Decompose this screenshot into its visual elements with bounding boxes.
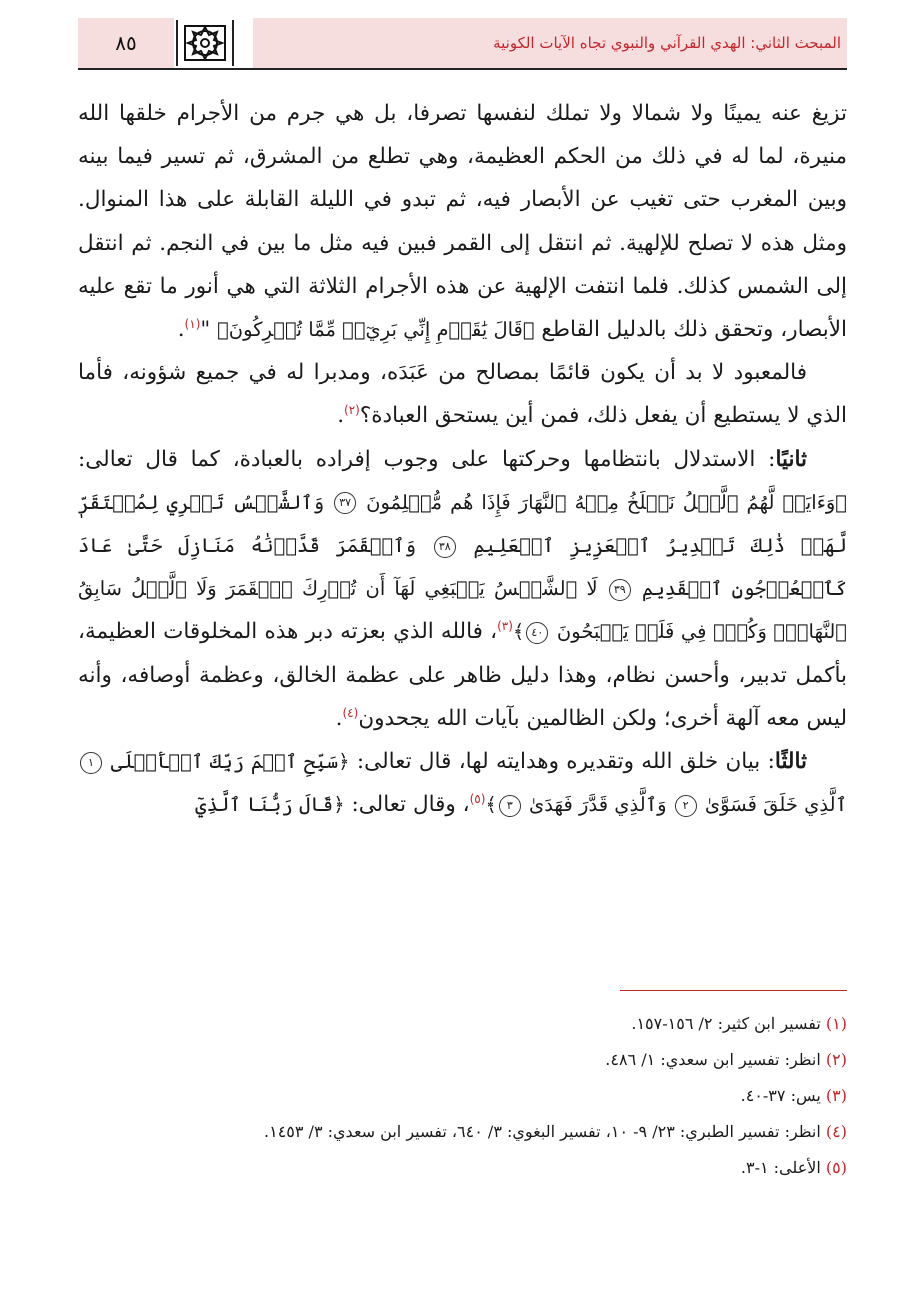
footnote-text: يس: ٣٧-٤٠. [740,1086,821,1105]
quran-verse: ﴿قَالَ يَٰقَوۡمِ إِنِّي بَرِيٓءٞ مِّمَّا تُشۡرِكُونَ﴾ [217,318,535,342]
chapter-title: المبحث الثاني: الهدي القرآني والنبوي تجاه الآيات الكونية [253,18,847,68]
ayah-number-icon: ٣٧ [334,492,356,514]
paragraph: ثالثًا: بيان خلق الله وتقديره وهدايته لها، قال تعالى: ﴿سَبِّحِ ٱسۡمَ رَبِّكَ ٱلۡأَعۡلَى ١ ٱلَّذِي خَلَقَ فَسَوَّىٰ ٢ وَٱلَّذِي قَدَّرَ فَهَدَىٰ ٣﴾$^{(٥)}$، وقال تعالى: ﴿قَالَ رَبُّنَا ٱلَّذِيٓ [78,740,847,826]
ayah-number-icon: ٢ [675,795,697,817]
quran-verse: ﴿سَبِّحِ ٱسۡمَ رَبِّكَ ٱلۡأَعۡلَى ١ ٱلَّذِي خَلَقَ فَسَوَّىٰ ٢ وَٱلَّذِي قَدَّرَ فَهَدَىٰ ٣﴾ [78,750,847,816]
ayah-number-icon: ٣٩ [609,579,631,601]
footnote-item [78,1078,847,1114]
footnote-text: الأعلى: ١-٣. [740,1158,821,1177]
main-text [78,92,847,826]
geometric-ornament-icon [176,20,234,66]
paragraph: فالمعبود لا بد أن يكون قائمًا بمصالح من عَبَدَه، ومدبرا له في جميع شؤونه، فأما الذي لا يستطيع أن يفعل ذلك، فمن أين يستحق العبادة؟$^{(٢)}$. [78,360,847,429]
footnote-item [78,1006,847,1042]
footnote-ref[interactable]: (٢) [344,403,360,418]
footnote-ref[interactable]: (٣) [497,619,513,634]
footnote-divider [620,990,847,991]
page-number: ٨٥ [78,18,174,68]
footnote-item [78,1150,847,1186]
footnote-number: (١) [825,1014,847,1033]
quran-verse: ﴿وَءَايَةٞ لَّهُمُ ٱلَّيۡلُ نَسۡلَخُ مِنۡهُ ٱلنَّهَارَ فَإِذَا هُم مُّظۡلِمُونَ ٣٧ وَٱلشَّمۡسُ تَجۡرِي لِمُسۡتَقَرّٖ لَّهَاۚ ذَٰلِكَ تَقۡدِيرُ ٱلۡعَزِيزِ ٱلۡعَلِيمِ ٣٨ وَٱلۡقَمَرَ قَدَّرۡنَٰهُ مَنَازِلَ حَتَّىٰ عَادَ كَٱلۡعُرۡجُونِ ٱلۡقَدِيمِ ٣٩ لَا ٱلشَّمۡسُ يَنۢبَغِي لَهَآ أَن تُدۡرِكَ ٱلۡقَمَرَ وَلَا ٱلَّيۡلُ سَابِقُ ٱلنَّهَارِۚ وَكُلّٞ فِي فَلَكٖ يَسۡبَحُونَ ٤٠﴾ [78,490,848,644]
footnote-ref[interactable]: (٤) [342,705,359,720]
footnote-item [78,1114,847,1150]
footnote-number: (٥) [825,1158,847,1177]
paragraph: تزيغ عنه يمينًا ولا شمالا ولا تملك لنفسها تصرفا، بل هي جرم من الأجرام خلقها الله منيرة، لما له في ذلك من الحكم العظيمة، وهي تطلع من المشرق، ثم تسير فيما بينه وبين المغرب حتى تغيب عن الأبصار فيه، ثم تبدو في الليلة القابلة على هذا المنوال. ومثل هذه لا تصلح للإلهية. ثم انتقل إلى القمر فبين فيه مثل ما بين في النجم. ثم انتقل إلى الشمس كذلك. فلما انتفت الإلهية عن هذه الأجرام الثلاثة التي هي أنور ما تقع عليه الأبصار، وتحقق ذلك بالدليل القاطع ﴿قَالَ يَٰقَوۡمِ إِنِّي بَرِيٓءٞ مِّمَّا تُشۡرِكُونَ﴾ "$^{(١)}$. [78,101,847,343]
quran-verse: ﴿قَالَ رَبُّنَا ٱلَّذِيٓ [195,793,345,817]
paragraph: ثانيًا: الاستدلال بانتظامها وحركتها على وجوب إفراده بالعبادة، كما قال تعالى: ﴿وَءَايَةٞ لَّهُمُ ٱلَّيۡلُ نَسۡلَخُ مِنۡهُ ٱلنَّهَارَ فَإِذَا هُم مُّظۡلِمُونَ ٣٧ وَٱلشَّمۡسُ تَجۡرِي لِمُسۡتَقَرّٖ لَّهَاۚ ذَٰلِكَ تَقۡدِيرُ ٱلۡعَزِيزِ ٱلۡعَلِيمِ ٣٨ وَٱلۡقَمَرَ قَدَّرۡنَٰهُ مَنَازِلَ حَتَّىٰ عَادَ كَٱلۡعُرۡجُونِ ٱلۡقَدِيمِ ٣٩ لَا ٱلشَّمۡسُ يَنۢبَغِي لَهَآ أَن تُدۡرِكَ ٱلۡقَمَرَ وَلَا ٱلَّيۡلُ سَابِقُ ٱلنَّهَارِۚ وَكُلّٞ فِي فَلَكٖ يَسۡبَحُونَ ٤٠﴾$^{(٣)}$، فالله الذي بعزته دبر هذه المخلوقات العظيمة، بأكمل تدبير، وأحسن نظام، وهذا دليل ظاهر على عظمة الخالق، وعظمة أوصافه، وأنه ليس معه آلهة أخرى؛ ولكن الظالمين بآيات الله يجحدون$^{(٤)}$. [78,446,848,731]
section-lead: ثالثًا [774,749,808,775]
footnotes [78,1006,847,1186]
footnote-number: (٢) [825,1050,847,1069]
footnote-text: تفسير ابن كثير: ٢/ ١٥٦-١٥٧. [631,1014,821,1033]
footnote-text: انظر: تفسير الطبري: ٢٣/ ٩- ١٠، تفسير البغوي: ٣/ ٦٤٠، تفسير ابن سعدي: ٣/ ١٤٥٣. [264,1122,821,1141]
footnote-ref[interactable]: (١) [184,316,201,331]
footnote-number: (٤) [825,1122,847,1141]
ayah-number-icon: ٤٠ [526,622,548,644]
ayah-number-icon: ٣ [499,795,521,817]
section-lead: ثانيًا [775,446,807,472]
footnote-text: انظر: تفسير ابن سعدي: ١/ ٤٨٦. [605,1050,821,1069]
ayah-number-icon: ١ [80,752,102,774]
footnote-number: (٣) [825,1086,847,1105]
footnote-ref[interactable]: (٥) [469,792,486,807]
page-header [78,18,847,70]
footnote-item [78,1042,847,1078]
ayah-number-icon: ٣٨ [434,536,456,558]
